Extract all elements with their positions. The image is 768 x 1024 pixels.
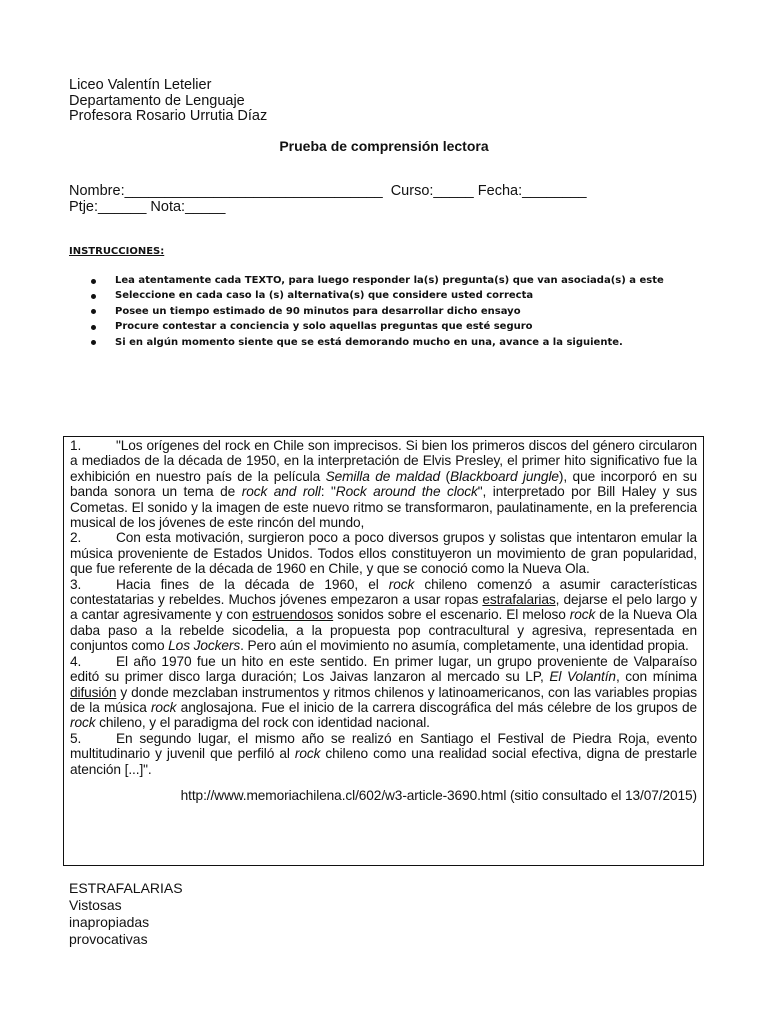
reading-text-box <box>63 436 704 866</box>
paragraph-number: 5. <box>70 730 82 746</box>
instructions-list <box>69 273 664 350</box>
paragraph-number: 2. <box>70 530 82 546</box>
album-title: El Volantín <box>549 669 616 685</box>
article-paragraph-3: 3. Hacia fines de la década de 1960, el rock chileno comenzó a asumir características contestatarias y rebeldes. Muchos jóvenes empezaron a usar ropas estrafalarias, dejarse el pelo largo y a cantar agresivamente y con estruendosos sonidos sobre el escenario. El meloso rock de la Nueva Ola daba paso a la rebelde sicodelia, a la propuesta pop contracultural y agresiva, representada en conjuntos como Los Jockers. Pero aún el movimiento no asumía, completamente, una identidad propia. <box>70 576 697 654</box>
department-name: Departamento de Lenguaje <box>69 92 245 109</box>
vocabulary-option: Vistosas <box>69 897 122 913</box>
bullet-icon <box>91 279 96 284</box>
source-citation: http://www.memoriachilena.cl/602/w3-article-3690.html (sitio consultado el 13/07/2015) <box>180 787 697 803</box>
score-grade-line: Ptje:______ Nota:_____ <box>69 199 226 215</box>
test-title: Prueba de comprensión lectora <box>279 138 489 154</box>
vocabulary-question <box>69 880 183 948</box>
vocabulary-option: provocativas <box>69 931 148 947</box>
teacher-name: Profesora Rosario Urrutia Díaz <box>69 108 268 124</box>
instruction-item: Procure contestar a conciencia y solo aquellas preguntas que esté seguro <box>69 319 664 334</box>
article-paragraph-2: 2. Con esta motivación, surgieron poco a poco diversos grupos y solistas que intentaron emular la música proveniente de Estados Unidos. Todos ellos constituyeron un movimiento de gran popularidad, que fue referente de la década de 1960 en Chile, y que se conoció como la Nueva Ola. <box>70 530 697 577</box>
instruction-item: Lea atentamente cada TEXTO, para luego responder la(s) pregunta(s) que van asociada(s) a este <box>69 273 664 288</box>
bullet-icon <box>91 340 96 345</box>
band-name: Los Jockers <box>168 638 241 654</box>
instruction-item: Posee un tiempo estimado de 90 minutos para desarrollar dicho ensayo <box>69 304 664 319</box>
paragraph-number: 3. <box>70 576 82 592</box>
bullet-icon <box>91 294 96 299</box>
student-fields <box>69 183 587 215</box>
underlined-word-estrafalarias: estrafalarias <box>482 592 556 608</box>
instructions-heading: INSTRUCCIONES: <box>69 246 165 257</box>
bullet-icon <box>91 309 96 314</box>
song-title: Rock around the clock <box>335 484 478 500</box>
bullet-icon <box>91 325 96 330</box>
article-paragraph-4: 4. El año 1970 fue un hito en este sentido. En primer lugar, un grupo proveniente de Valparaíso editó su primer disco larga duración; Los Jaivas lanzaron al mercado su LP, El Volantín, con mínima difusión y donde mezclaban instrumentos y ritmos chilenos y latinoamericanos, con las variables propias de la música rock anglosajona. Fue el inicio de la carrera discográfica del más célebre de los grupos de rock chileno, y el paradigma del rock con identidad nacional. <box>70 653 698 731</box>
instruction-item: Seleccione en cada caso la (s) alternativa(s) que considere usted correcta <box>69 288 664 303</box>
vocabulary-option: inapropiadas <box>69 914 150 930</box>
genre-term: rock and roll <box>241 484 321 500</box>
vocabulary-word: ESTRAFALARIAS <box>69 880 183 896</box>
article-paragraph-1: 1. "Los orígenes del rock en Chile son imprecisos. Si bien los primeros discos del género circularon a mediados de la década de 1950, en la interpretación de Elvis Presley, el primer hito significativo fue la exhibición en nuestro país de la película Semilla de maldad (Blackboard jungle), que incorporó en su banda sonora un tema de rock and roll: "Rock around the clock", interpretado por Bill Haley y sus Cometas. El sonido y la imagen de este nuevo ritmo se transformaron, paulatinamente, en la preferencia musical de los jóvenes de este rincón del mundo, <box>70 438 698 531</box>
paragraph-number: 1. <box>70 438 82 453</box>
name-course-date-line: Nombre:________________________________ Curso:_____ Fecha:________ <box>69 183 587 199</box>
article-paragraph-5: 5. En segundo lugar, el mismo año se realizó en Santiago el Festival de Piedra Roja, evento multitudinario y juvenil que perfiló al rock chileno como una realidad social efectiva, digna de prestarle atención [...]". <box>70 730 697 777</box>
instruction-item: Si en algún momento siente que se está demorando mucho en una, avance a la siguiente. <box>69 335 664 350</box>
paragraph-number: 4. <box>70 653 82 669</box>
film-title: Semilla de maldad <box>325 468 441 484</box>
underlined-word-difusion: difusión <box>70 684 117 700</box>
underlined-word-estruendosos: estruendosos <box>252 607 334 623</box>
film-original-title: Blackboard jungle <box>450 468 559 484</box>
school-name: Liceo Valentín Letelier <box>69 77 212 93</box>
document-header <box>69 78 267 125</box>
